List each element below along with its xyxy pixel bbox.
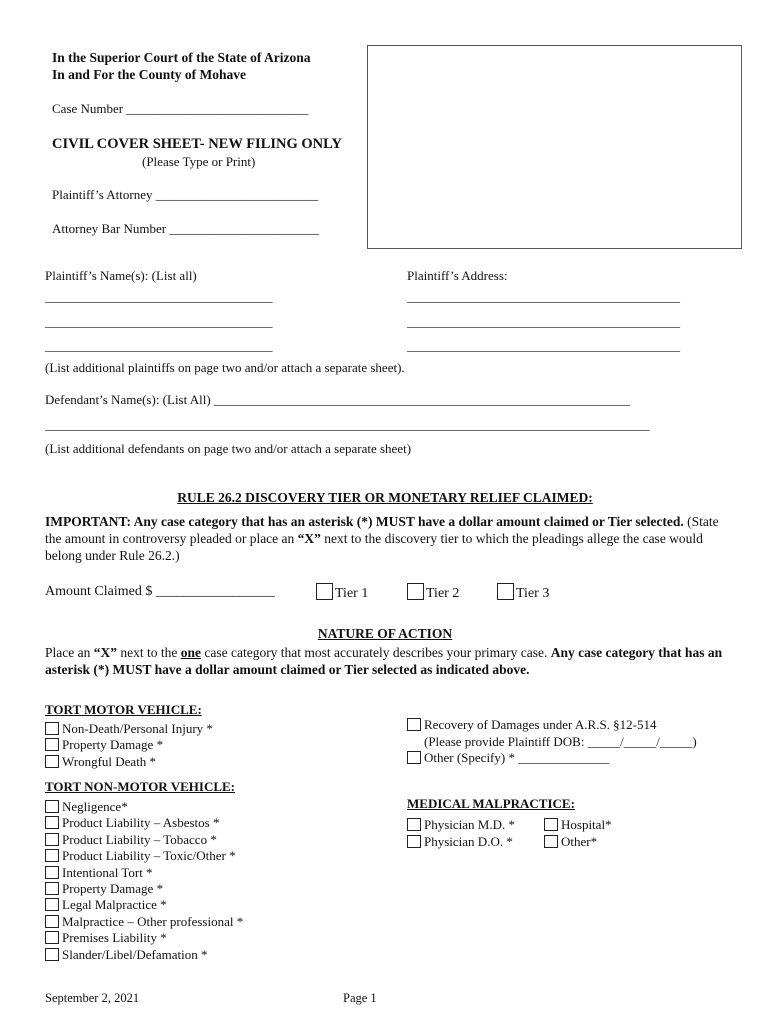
nature-x: “X”: [93, 645, 117, 660]
defendant-names-field[interactable]: Defendant’s Name(s): (List All) ________________________________________________________________: [45, 392, 630, 407]
case-number-field[interactable]: Case Number ____________________________: [52, 101, 309, 116]
tier-2-label: Tier 2: [426, 586, 460, 601]
checkbox[interactable]: [45, 722, 59, 735]
tort-non-motor-item[interactable]: [45, 881, 243, 897]
page-number: Page 1: [343, 991, 377, 1005]
tort-non-motor-item[interactable]: [45, 848, 243, 864]
tort-motor-list: [45, 721, 213, 770]
checkbox[interactable]: [45, 882, 59, 895]
tort-motor-item[interactable]: [45, 737, 213, 753]
tier-2-option[interactable]: [407, 583, 459, 602]
nature-one: one: [180, 645, 201, 660]
plaintiff-note: (List additional plaintiffs on page two and/or attach a separate sheet).: [45, 360, 405, 375]
tort-non-motor-item[interactable]: [45, 799, 243, 815]
rule-important-paragraph: [45, 513, 720, 564]
checkbox[interactable]: [407, 835, 421, 848]
nature-heading: NATURE OF ACTION: [317, 626, 453, 641]
item-label: Malpractice – Other professional *: [62, 913, 244, 929]
tort-motor-heading: TORT MOTOR VEHICLE:: [45, 702, 202, 717]
recovery-checkbox[interactable]: [407, 718, 421, 731]
tier-2-checkbox[interactable]: [407, 583, 424, 600]
tort-non-motor-item[interactable]: [45, 947, 243, 963]
recovery-option[interactable]: [407, 717, 657, 733]
clerk-stamp-box: [367, 45, 742, 249]
checkbox[interactable]: [45, 866, 59, 879]
attorney-bar-number-field[interactable]: Attorney Bar Number _______________________: [52, 221, 319, 236]
tort-non-motor-item[interactable]: [45, 914, 243, 930]
item-label: Product Liability – Toxic/Other *: [62, 848, 236, 864]
checkbox[interactable]: [45, 849, 59, 862]
item-label: Product Liability – Asbestos *: [62, 815, 220, 831]
plaintiff-dob-field[interactable]: (Please provide Plaintiff DOB: _____/_____/_____): [424, 734, 697, 749]
rule-important-bold: IMPORTANT: Any case category that has an asterisk (*) MUST have a dollar amount claimed or Tier selected.: [45, 514, 684, 529]
plaintiff-name-line[interactable]: ___________________________________: [45, 314, 273, 329]
item-label: Hospital*: [561, 817, 612, 832]
nature-paragraph: [45, 644, 730, 678]
checkbox[interactable]: [45, 833, 59, 846]
tort-non-motor-item[interactable]: [45, 815, 243, 831]
amount-claimed-field[interactable]: Amount Claimed $ _________________: [45, 584, 275, 599]
form-title: CIVIL COVER SHEET- NEW FILING ONLY: [52, 136, 342, 152]
item-label: Premises Liability *: [62, 930, 167, 946]
footer-date: September 2, 2021: [45, 991, 140, 1005]
plaintiff-address-label: Plaintiff’s Address:: [407, 268, 508, 283]
other-specify-option[interactable]: [407, 750, 609, 766]
rule-important-x: “X”: [297, 531, 321, 546]
tier-1-checkbox[interactable]: [316, 583, 333, 600]
item-label: Product Liability – Tobacco *: [62, 831, 217, 847]
item-label: Negligence*: [62, 799, 128, 814]
tort-non-motor-list: [45, 799, 243, 963]
physician-do-option[interactable]: [407, 834, 513, 850]
plaintiff-attorney-field[interactable]: Plaintiff’s Attorney _________________________: [52, 187, 319, 202]
rule-important-text: (State the amount in controversy pleaded or place an: [45, 514, 719, 546]
checkbox[interactable]: [45, 931, 59, 944]
plaintiff-address-line[interactable]: __________________________________________: [407, 314, 680, 329]
defendant-name-line[interactable]: _____________________________________________________________________________________________: [45, 417, 650, 432]
tier-3-label: Tier 3: [516, 586, 550, 601]
item-label: Non-Death/Personal Injury *: [62, 721, 213, 736]
tort-motor-item[interactable]: [45, 721, 213, 737]
plaintiff-name-line[interactable]: ___________________________________: [45, 289, 273, 304]
item-label: Legal Malpractice *: [62, 897, 167, 913]
item-label: Property Damage *: [62, 737, 164, 753]
tort-non-motor-item[interactable]: [45, 930, 243, 946]
defendant-note: (List additional defendants on page two and/or attach a separate sheet): [45, 441, 412, 456]
form-subtitle: (Please Type or Print): [142, 154, 256, 169]
hospital-option[interactable]: [544, 817, 612, 833]
item-label: Slander/Libel/Defamation *: [62, 946, 208, 962]
plaintiff-address-line[interactable]: __________________________________________: [407, 289, 680, 304]
nature-text: Place an: [45, 645, 94, 660]
tort-motor-item[interactable]: [45, 754, 213, 770]
plaintiff-name-line[interactable]: ___________________________________: [45, 338, 273, 353]
tier-1-label: Tier 1: [335, 586, 369, 601]
tort-non-motor-item[interactable]: [45, 865, 243, 881]
tier-1-option[interactable]: [316, 583, 368, 602]
tier-3-checkbox[interactable]: [497, 583, 514, 600]
checkbox[interactable]: [407, 818, 421, 831]
checkbox[interactable]: [45, 755, 59, 768]
rule-heading: RULE 26.2 DISCOVERY TIER OR MONETARY RELIEF CLAIMED:: [177, 490, 593, 505]
item-label: Physician D.O. *: [424, 834, 513, 849]
nature-text2: next to the: [116, 645, 181, 660]
checkbox[interactable]: [45, 738, 59, 751]
other-checkbox[interactable]: [407, 751, 421, 764]
item-label: Wrongful Death *: [62, 753, 157, 769]
medical-malpractice-heading: MEDICAL MALPRACTICE:: [407, 796, 575, 811]
checkbox[interactable]: [45, 898, 59, 911]
tort-non-motor-heading: TORT NON-MOTOR VEHICLE:: [45, 779, 236, 794]
recovery-label: Recovery of Damages under A.R.S. §12-514: [424, 717, 657, 732]
plaintiff-names-label: Plaintiff’s Name(s): (List all): [45, 268, 197, 283]
checkbox[interactable]: [45, 948, 59, 961]
nature-text3: case category that most accurately describes your primary case.: [200, 645, 551, 660]
other-label: Other (Specify) * ______________: [424, 750, 610, 765]
checkbox[interactable]: [45, 816, 59, 829]
court-name-line1: In the Superior Court of the State of Arizona: [52, 50, 311, 65]
item-label: Physician M.D. *: [424, 817, 515, 832]
item-label: Other*: [561, 834, 598, 849]
tier-3-option[interactable]: [497, 583, 549, 602]
plaintiff-address-line[interactable]: __________________________________________: [407, 338, 680, 353]
item-label: Property Damage *: [62, 880, 164, 896]
checkbox[interactable]: [544, 818, 558, 831]
tort-non-motor-item[interactable]: [45, 897, 243, 913]
checkbox[interactable]: [45, 915, 59, 928]
tort-non-motor-item[interactable]: [45, 832, 243, 848]
nature-bold: Any case category that has an asterisk (*) MUST have a dollar amount claimed or Tier selected as indicated above.: [45, 645, 723, 677]
physician-md-option[interactable]: [407, 817, 515, 833]
other-medical-option[interactable]: [544, 834, 597, 850]
checkbox[interactable]: [45, 800, 59, 813]
rule-important-text2: next to the discovery tier to which the pleadings allege the case would belong under Rule 26.2.): [45, 531, 703, 563]
item-label: Intentional Tort *: [62, 864, 153, 880]
checkbox[interactable]: [544, 835, 558, 848]
court-name-line2: In and For the County of Mohave: [52, 67, 247, 82]
